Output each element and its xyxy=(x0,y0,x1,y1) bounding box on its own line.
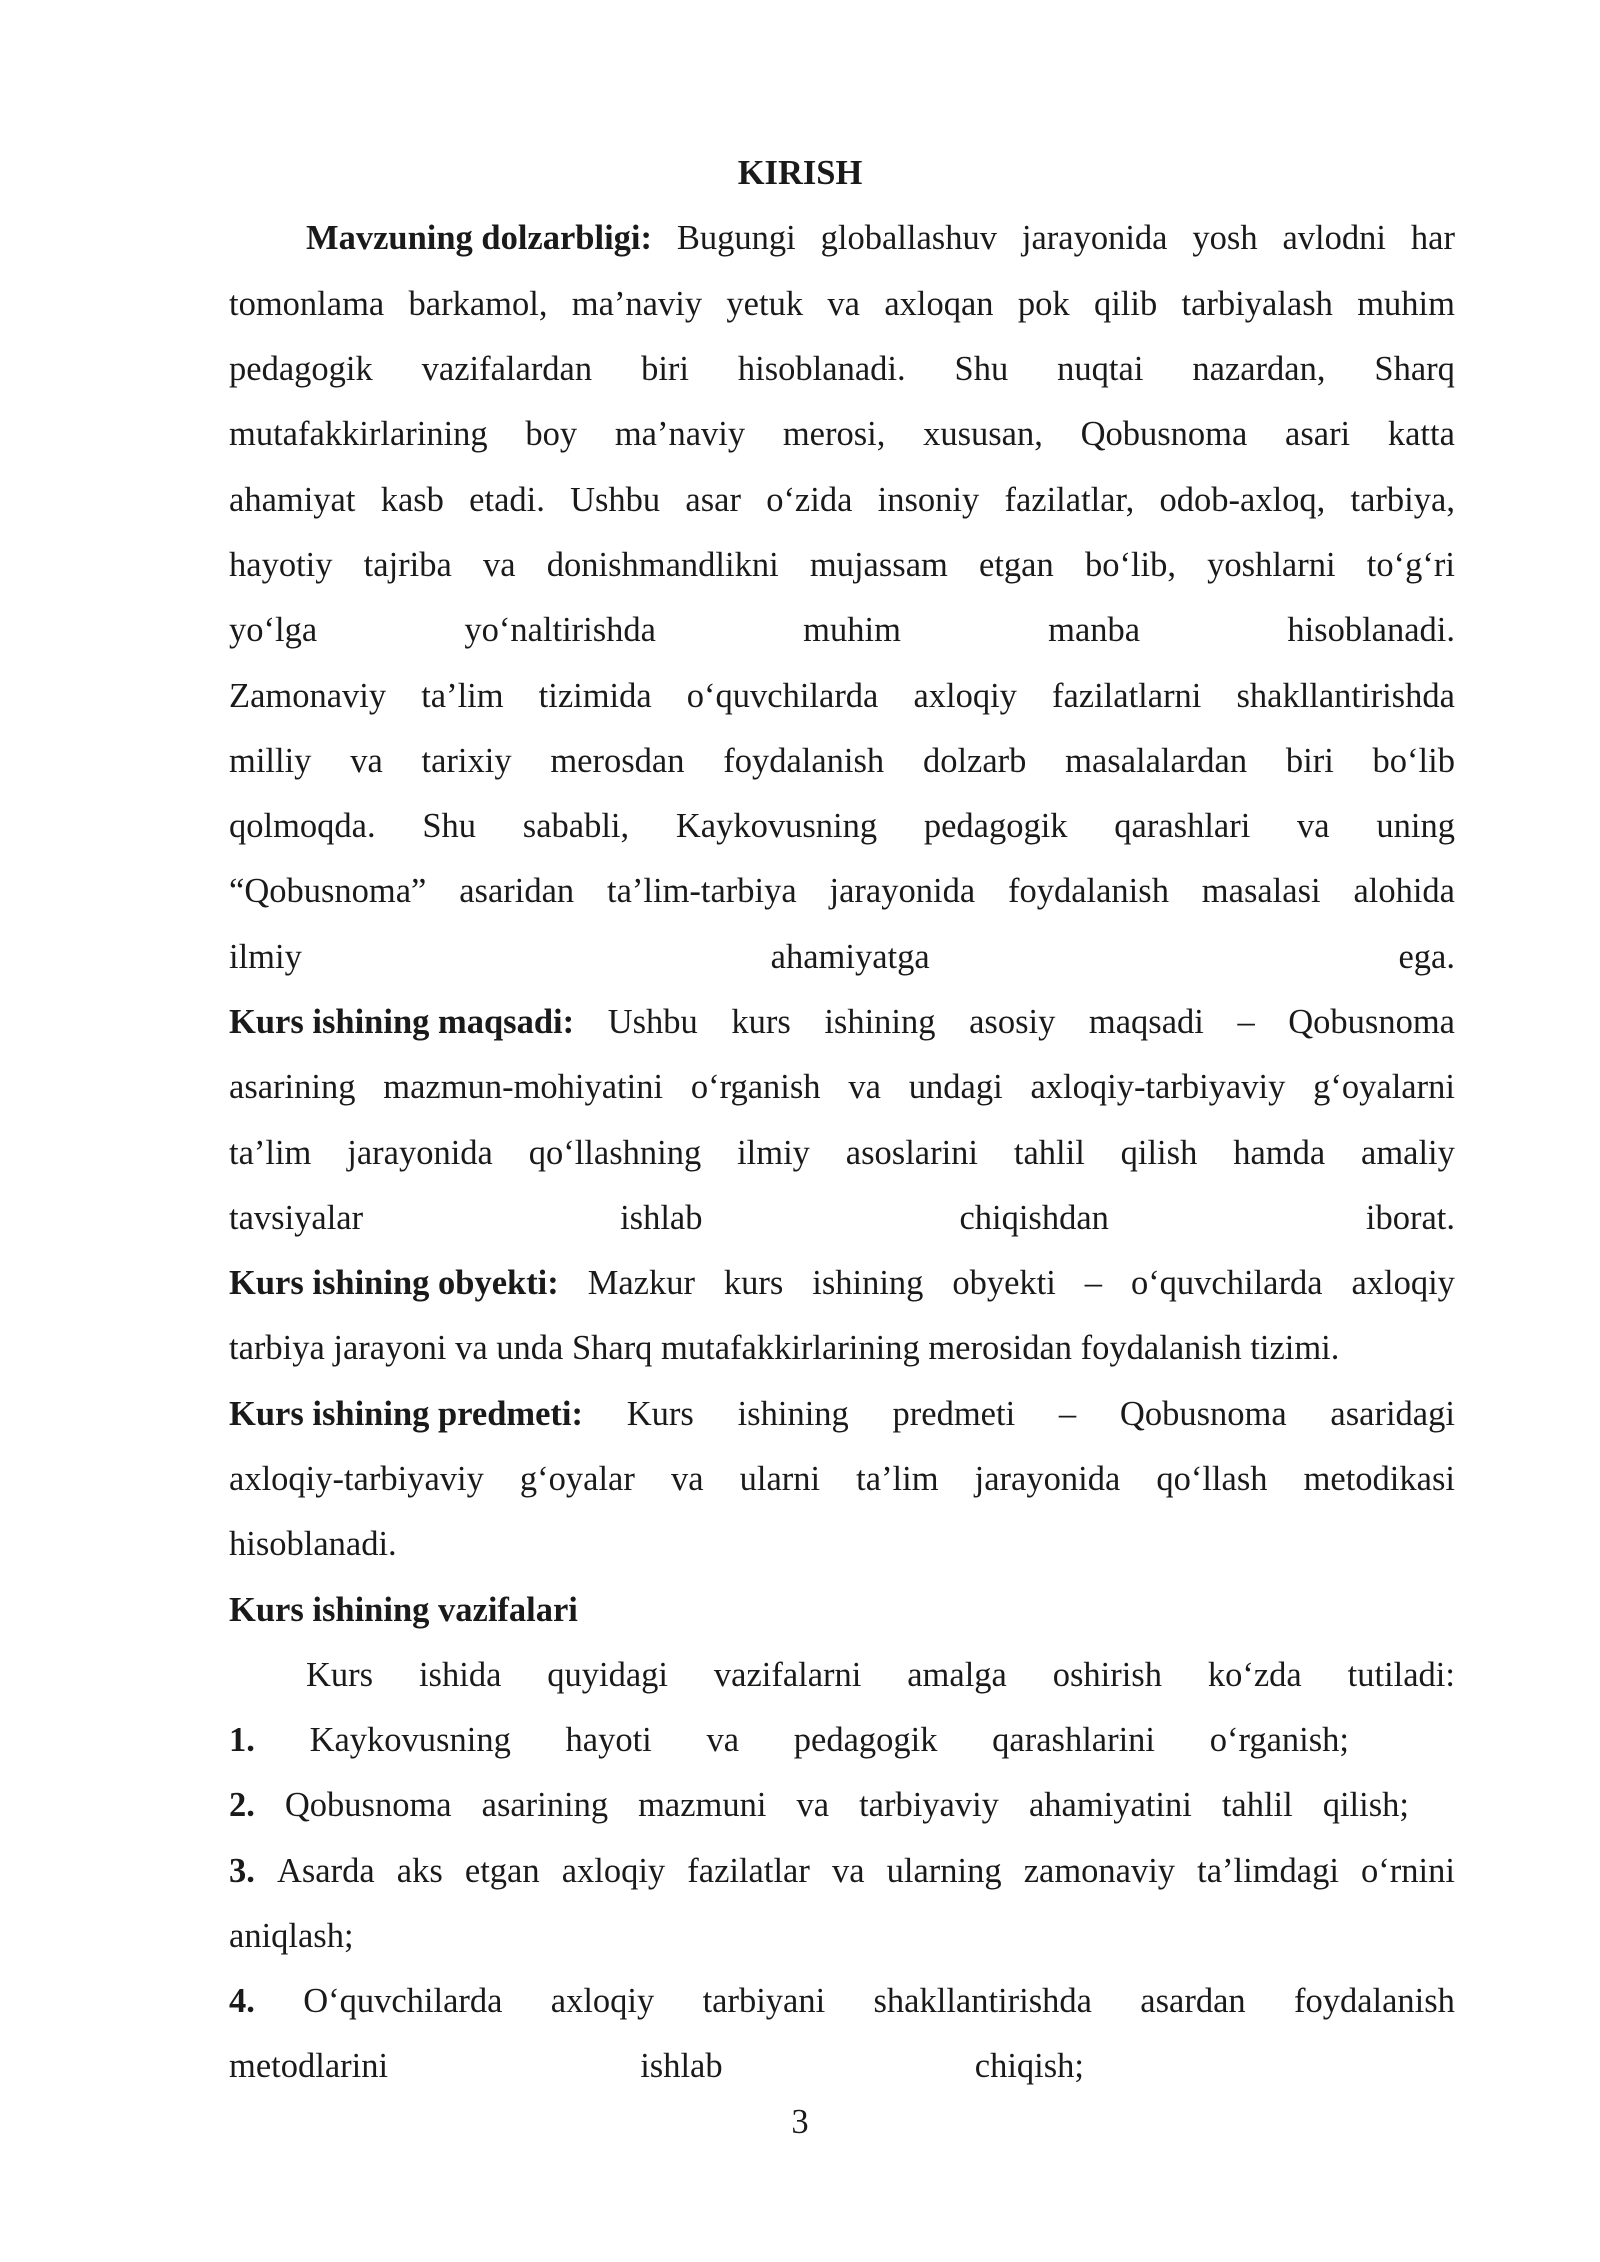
word: asoslarini xyxy=(845,1134,979,1172)
list-number: 1. xyxy=(229,1721,255,1759)
word: donishmandlikni xyxy=(546,546,779,584)
word: etgan xyxy=(979,546,1054,584)
word: biri xyxy=(641,350,689,388)
word: jarayonida xyxy=(347,1134,493,1172)
word: o‘rganish; xyxy=(1209,1721,1349,1759)
word: hisoblanadi. xyxy=(1287,611,1455,649)
text-line xyxy=(229,737,1455,785)
word: globallashuv xyxy=(820,219,997,257)
word: va xyxy=(670,1460,704,1498)
word: Kaykovusning xyxy=(309,1721,511,1759)
word: va xyxy=(1297,807,1330,845)
word: Shu xyxy=(954,350,1009,388)
word: o‘rnini xyxy=(1361,1852,1455,1890)
page-title: KIRISH xyxy=(737,154,863,192)
word: jarayonida xyxy=(1021,219,1168,257)
word: hisoblanadi. xyxy=(737,350,906,388)
word: merosdan xyxy=(550,742,685,780)
word: va xyxy=(482,546,516,584)
word: muhim xyxy=(803,611,901,649)
word: undagi xyxy=(908,1068,1003,1106)
text-line xyxy=(229,1194,1455,1242)
word: mutafakkirlarining xyxy=(229,415,488,453)
word: tarbiyaviy xyxy=(859,1786,999,1824)
word: predmeti xyxy=(892,1395,1016,1433)
word: yoshlarni xyxy=(1207,546,1336,584)
word: asar xyxy=(685,481,741,519)
word: ularning xyxy=(886,1852,1002,1890)
word: mazmun-mohiyatini xyxy=(383,1068,664,1106)
text-line xyxy=(229,1129,1455,1177)
word: g‘oyalar xyxy=(519,1460,635,1498)
word: xususan, xyxy=(923,415,1043,453)
word: chiqishdan xyxy=(959,1199,1109,1237)
word: ishining xyxy=(812,1264,924,1302)
text-line xyxy=(229,410,1455,458)
word: o‘quvchilarda xyxy=(686,677,879,715)
word: chiqish; xyxy=(974,2047,1084,2085)
word: qilish xyxy=(1120,1134,1198,1172)
word: avlodni xyxy=(1282,219,1386,257)
word: etadi. xyxy=(469,481,545,519)
word: qarashlarini xyxy=(992,1721,1156,1759)
word: ta’lim xyxy=(856,1460,939,1498)
word: ishlab xyxy=(620,1199,703,1237)
word: sababli, xyxy=(522,807,630,845)
text-line: tarbiya jarayoni va unda Sharq mutafakkirlarining merosidan foydalanish tizimi. xyxy=(229,1329,1340,1367)
word: mazmuni xyxy=(638,1786,767,1824)
word: asarining xyxy=(481,1786,609,1824)
word: pedagogik xyxy=(923,807,1068,845)
word: foydalanish xyxy=(1293,1982,1455,2020)
list-item xyxy=(229,1977,1455,2025)
word: jarayonida xyxy=(829,872,976,910)
word: hayotiy xyxy=(229,546,333,584)
word: ta’lim xyxy=(421,677,504,715)
word: tarbiya, xyxy=(1350,481,1455,519)
word: ilmiy xyxy=(737,1134,810,1172)
word: qilish; xyxy=(1322,1786,1409,1824)
word: manba xyxy=(1048,611,1141,649)
word: axloqiy-tarbiyaviy xyxy=(1030,1068,1286,1106)
text-line xyxy=(229,541,1455,589)
word: shakllantirishda xyxy=(873,1982,1092,2020)
section-heading: Kurs ishining predmeti: xyxy=(229,1395,583,1433)
text-line xyxy=(229,606,1455,654)
word: “Qobusnoma” xyxy=(229,872,427,910)
word: g‘oyalarni xyxy=(1313,1068,1455,1106)
word: ishining xyxy=(737,1395,849,1433)
word: Ushbu xyxy=(607,1003,698,1041)
word: zamonaviy xyxy=(1023,1852,1176,1890)
word: pedagogik xyxy=(793,1721,938,1759)
word: ishida xyxy=(418,1656,502,1694)
text-line xyxy=(229,1390,1455,1438)
list-number: 3. xyxy=(229,1852,255,1890)
text-line xyxy=(229,867,1455,915)
text-line xyxy=(229,1259,1455,1307)
word: Sharq xyxy=(1374,350,1455,388)
word: kurs xyxy=(723,1264,784,1302)
word: tomonlama xyxy=(229,285,385,323)
word: yo‘lga xyxy=(229,611,318,649)
word: ishlab xyxy=(640,2047,723,2085)
word: va xyxy=(848,1068,881,1106)
word: Qobusnoma xyxy=(1288,1003,1455,1041)
word: ahamiyatini xyxy=(1028,1786,1192,1824)
list-item xyxy=(229,1847,1455,1895)
text-line xyxy=(229,1586,1455,1634)
word: ma’naviy xyxy=(614,415,746,453)
text-line xyxy=(229,2042,1084,2090)
word: Mazkur xyxy=(587,1264,695,1302)
word: Bugungi xyxy=(676,219,796,257)
word: yo‘naltirishda xyxy=(464,611,656,649)
word: o‘zida xyxy=(766,481,853,519)
text-line xyxy=(229,1455,1455,1503)
word: – xyxy=(1058,1395,1077,1433)
word: obyekti xyxy=(952,1264,1056,1302)
word: fazilatlar, xyxy=(1004,481,1135,519)
word: O‘quvchilarda xyxy=(303,1982,503,2020)
word: qarashlari xyxy=(1114,807,1251,845)
word: pedagogik xyxy=(229,350,373,388)
text-line xyxy=(229,476,1455,524)
word: axloqiy xyxy=(561,1852,666,1890)
text-line: hisoblanadi. xyxy=(229,1525,397,1563)
word: oshirish xyxy=(1052,1656,1162,1694)
word: tahlil xyxy=(1221,1786,1293,1824)
list-number: 4. xyxy=(229,1982,255,2020)
word: ega. xyxy=(1398,938,1455,976)
word: amalga xyxy=(907,1656,1007,1694)
word: tarbiyani xyxy=(702,1982,826,2020)
text-line xyxy=(229,1063,1455,1111)
word: ularni xyxy=(739,1460,821,1498)
word: o‘quvchilarda xyxy=(1130,1264,1323,1302)
word: barkamol, xyxy=(408,285,548,323)
word: Kurs xyxy=(626,1395,694,1433)
word: tizimida xyxy=(538,677,652,715)
word: har xyxy=(1410,219,1455,257)
word: merosi, xyxy=(782,415,886,453)
word: fazilatlar xyxy=(687,1852,810,1890)
word: axloqiy xyxy=(1351,1264,1455,1302)
word: bo‘lib, xyxy=(1084,546,1176,584)
word: tajriba xyxy=(363,546,452,584)
section-heading: Kurs ishining vazifalari xyxy=(229,1591,578,1629)
word: ilmiy xyxy=(229,938,302,976)
word: fazilatlarni xyxy=(1051,677,1202,715)
word: asari xyxy=(1285,415,1351,453)
word: masalalardan xyxy=(1065,742,1248,780)
word: kurs xyxy=(731,1003,791,1041)
word: Shu xyxy=(422,807,477,845)
word: ma’naviy xyxy=(571,285,703,323)
word: amaliy xyxy=(1361,1134,1455,1172)
word: o‘rganish xyxy=(690,1068,821,1106)
word: biri xyxy=(1285,742,1334,780)
word: vazifalardan xyxy=(421,350,593,388)
word: hayoti xyxy=(565,1721,652,1759)
section-heading: Kurs ishining obyekti: xyxy=(229,1264,559,1302)
word: ta’lim-tarbiya xyxy=(607,872,797,910)
word: Qobusnoma xyxy=(284,1786,452,1824)
word: metodikasi xyxy=(1303,1460,1455,1498)
list-number: 2. xyxy=(229,1786,255,1824)
word: masalasi xyxy=(1201,872,1321,910)
word: asaridan xyxy=(459,872,575,910)
word: va xyxy=(831,1852,865,1890)
word: asarining xyxy=(229,1068,356,1106)
word: bo‘lib xyxy=(1372,742,1455,780)
list-item xyxy=(229,1716,1349,1764)
word: ko‘zda xyxy=(1207,1656,1302,1694)
word: to‘g‘ri xyxy=(1366,546,1455,584)
word: odob-axloq, xyxy=(1159,481,1326,519)
text-line xyxy=(229,345,1455,393)
word: tarbiyalash xyxy=(1181,285,1333,323)
word: va xyxy=(827,285,860,323)
text-line xyxy=(229,280,1455,328)
word: Kaykovusning xyxy=(675,807,878,845)
word: axloqiy xyxy=(550,1982,655,2020)
word: yetuk xyxy=(726,285,804,323)
section-heading: Kurs ishining maqsadi: xyxy=(229,1003,575,1041)
word: alohida xyxy=(1353,872,1455,910)
word: foydalanish xyxy=(723,742,885,780)
word: axloqiy xyxy=(913,677,1017,715)
word: qolmoqda. xyxy=(229,807,376,845)
word: metodlarini xyxy=(229,2047,389,2085)
word: aks xyxy=(396,1852,443,1890)
section-heading: Mavzuning dolzarbligi: xyxy=(306,219,652,257)
word: qo‘llashning xyxy=(528,1134,702,1172)
word: Qobusnoma xyxy=(1119,1395,1287,1433)
word: Ushbu xyxy=(570,481,661,519)
text-line xyxy=(229,672,1455,720)
word: va xyxy=(350,742,383,780)
word: va xyxy=(706,1721,740,1759)
word: qo‘llash xyxy=(1156,1460,1268,1498)
word: shakllantirishda xyxy=(1236,677,1455,715)
word: kasb xyxy=(380,481,444,519)
word: tahlil xyxy=(1013,1134,1085,1172)
text-line: aniqlash; xyxy=(229,1917,354,1955)
text-line xyxy=(229,802,1455,850)
page-number: 3 xyxy=(791,2103,809,2141)
word: etgan xyxy=(464,1852,540,1890)
word: axloqiy-tarbiyaviy xyxy=(229,1460,484,1498)
word: uning xyxy=(1376,807,1455,845)
word: Kurs xyxy=(306,1656,374,1694)
word: insoniy xyxy=(877,481,980,519)
word: ta’lim xyxy=(229,1134,312,1172)
word: tarixiy xyxy=(421,742,512,780)
text-line xyxy=(229,933,1455,981)
word: foydalanish xyxy=(1007,872,1169,910)
word: milliy xyxy=(229,742,312,780)
text-line xyxy=(229,998,1455,1046)
word: – xyxy=(1237,1003,1255,1041)
word: – xyxy=(1084,1264,1103,1302)
word: vazifalarni xyxy=(713,1656,862,1694)
word: yosh xyxy=(1192,219,1258,257)
word: asaridagi xyxy=(1330,1395,1455,1433)
word: va xyxy=(796,1786,830,1824)
word: jarayonida xyxy=(974,1460,1121,1498)
word: hamda xyxy=(1233,1134,1326,1172)
word: ahamiyat xyxy=(229,481,356,519)
word: mujassam xyxy=(809,546,948,584)
word: nuqtai xyxy=(1057,350,1144,388)
word: ishining xyxy=(824,1003,936,1041)
word: maqsadi xyxy=(1088,1003,1204,1041)
word: ahamiyatga xyxy=(770,938,930,976)
word: iborat. xyxy=(1365,1199,1455,1237)
word: Qobusnoma xyxy=(1080,415,1248,453)
list-item xyxy=(229,1781,1409,1829)
word: ta’limdagi xyxy=(1197,1852,1339,1890)
word: asardan xyxy=(1140,1982,1246,2020)
word: tutiladi: xyxy=(1347,1656,1455,1694)
word: quyidagi xyxy=(547,1656,668,1694)
text-line xyxy=(306,214,1455,262)
word: nazardan, xyxy=(1192,350,1326,388)
word: pok xyxy=(1017,285,1070,323)
word: qilib xyxy=(1093,285,1158,323)
word: asosiy xyxy=(969,1003,1056,1041)
word: axloqan xyxy=(884,285,994,323)
word: dolzarb xyxy=(922,742,1027,780)
word: Asarda xyxy=(276,1852,375,1890)
word: Zamonaviy xyxy=(229,677,387,715)
word: katta xyxy=(1387,415,1455,453)
word: tavsiyalar xyxy=(229,1199,364,1237)
word: muhim xyxy=(1357,285,1455,323)
word: boy xyxy=(525,415,578,453)
text-line xyxy=(306,1651,1455,1699)
